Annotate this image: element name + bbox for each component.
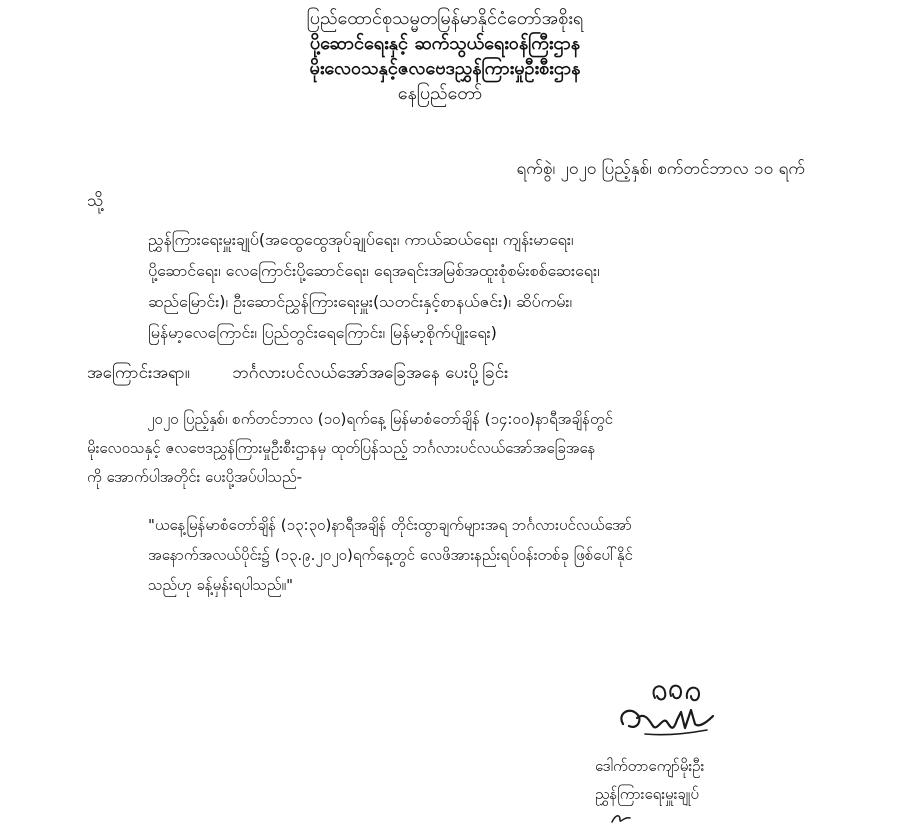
body-paragraph [87,405,827,492]
letterhead-department: မိုးလေဝသနှင့်ဇလဗေဒညွှန်ကြားမှုဦးစီးဌာန [309,58,581,79]
letterhead-ministry: ပို့ဆောင်ရေးနှင့် ဆက်သွယ်ရေးဝန်ကြီးဌာန [309,33,581,54]
handwritten-signature [615,676,735,746]
recipient-line: ပို့ဆောင်ရေး၊ လေကြောင်းပို့ဆောင်ရေး၊ ရေအရင်းအမြစ်အထူးစုံစမ်းစစ်ဆေးရေး၊ [148,261,600,280]
recipient-line: ဆည်မြောင်း)၊ ဦးဆောင်ညွှန်ကြားရေးမှူး(သတင်းနှင့်စာနယ်ဇင်း)၊ ဆိပ်ကမ်း၊ [148,292,572,311]
handwritten-initial [610,812,632,826]
quote-line: "ယနေ့မြန်မာစံတော်ချိန် (၁၃:၃၀)နာရီအချိန် တိုင်းထွာချက်များအရ ဘင်္ဂလားပင်လယ်အော် [148,516,632,534]
subject-label: အကြောင်းအရာ။ [87,363,190,383]
quoted-forecast [148,510,848,600]
quote-line: သည်ဟု ခန့်မှန်းရပါသည်။" [148,576,293,594]
body-line: ကို အောက်ပါအတိုင်း ပေးပို့အပ်ပါသည်- [87,468,302,486]
subject-line [87,362,508,387]
letterhead-government: ပြည်ထောင်စုသမ္မတမြန်မာနိုင်ငံတော်အစိုးရ [306,8,584,29]
signer-title: ညွှန်ကြားရေးမှူးချုပ် [595,785,699,803]
to-label: သို့ [87,191,104,211]
letterhead [0,6,900,106]
body-line: မိုးလေဝသနှင့် ဇလဗေဒညွှန်ကြားမှုဦးစီးဌာနမှ ထုတ်ပြန်သည့် ဘင်္ဂလားပင်လယ်အော်အခြေအနေ [87,439,596,457]
recipient-line: ညွှန်ကြားရေးမှူးချုပ်(အထွေထွေအုပ်ချုပ်ရေး၊ ကာယ်ဆယ်ရေး၊ ကျန်းမာရေး၊ [148,230,574,249]
body-line: ၂၀၂၀ ပြည့်နှစ်၊ စက်တင်ဘာလ (၁၀)ရက်နေ့ မြန်မာစံတော်ချိန် (၁၄:၀၀)နာရီအချိန်တွင် [147,410,613,428]
quote-line: အနောက်အလယ်ပိုင်း၌ (၁၃.၉.၂၀၂၀)ရက်နေ့တွင် လေဖိအားနည်းရပ်ဝန်းတစ်ခု ဖြစ်ပေါ်နိုင် [148,546,633,564]
letterhead-city: နေပြည်တော် [397,83,483,104]
subject-text: ဘင်္ဂလားပင်လယ်အော်အခြေအနေ ပေးပို့ခြင်း [232,363,509,383]
date-line: ရက်စွဲ၊ ၂၀၂၀ ပြည့်နှစ်၊ စက်တင်ဘာလ ၁၀ ရက် [516,159,805,179]
recipients-block [148,224,848,348]
signer-block [595,752,704,808]
signer-name: ဒေါက်တာကျော်မိုးဦး [595,757,705,775]
recipient-line: မြန်မာ့လေကြောင်း၊ ပြည်တွင်းရေကြောင်း၊ မြန်မာ့စိုက်ပျိုးရေး) [148,323,497,342]
